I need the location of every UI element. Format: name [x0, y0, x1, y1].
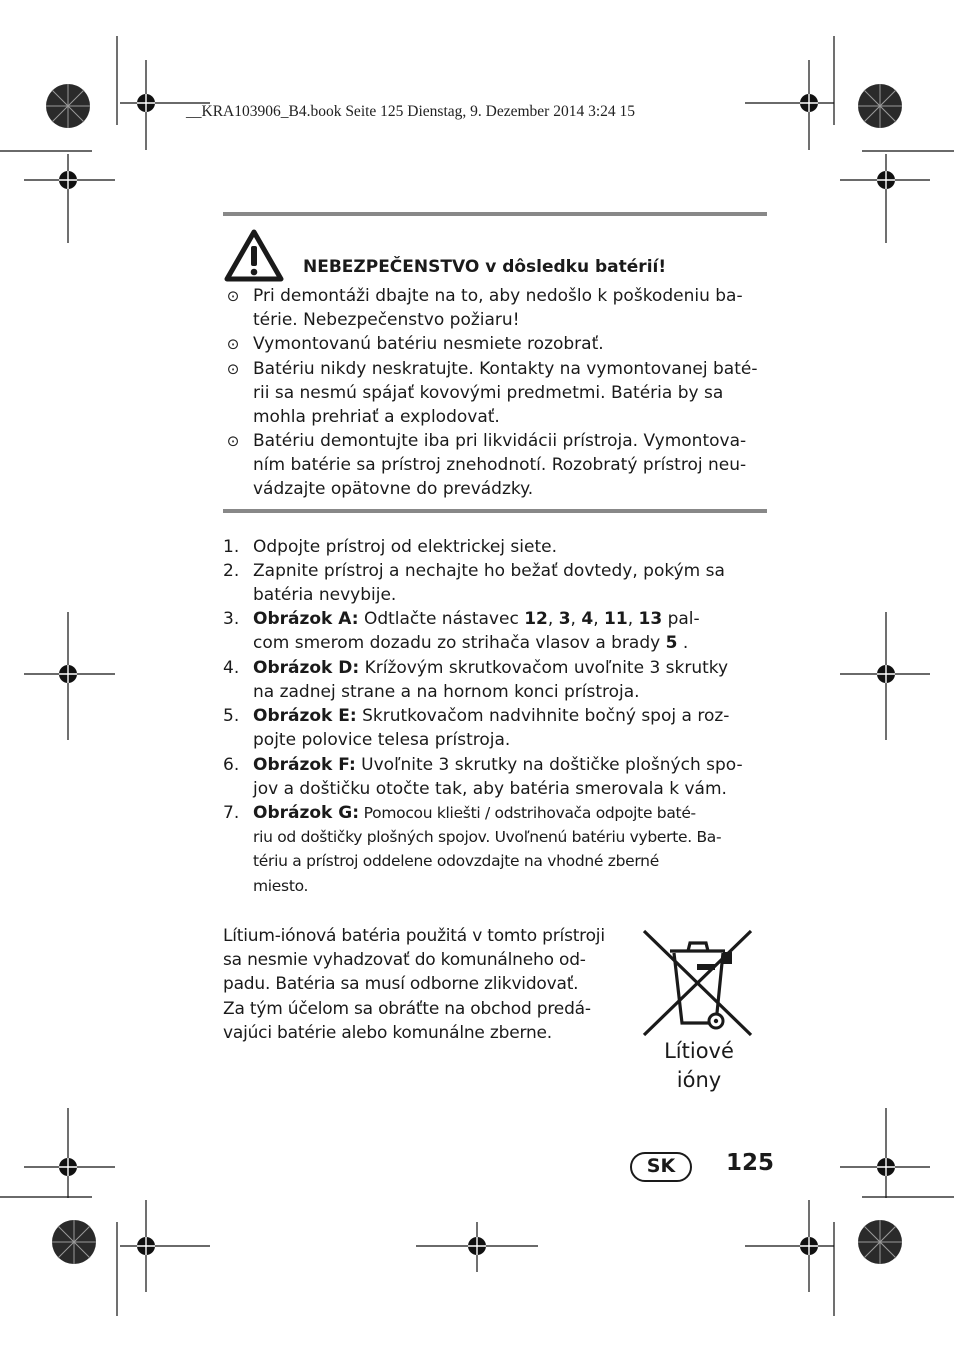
- warning-title: NEBEZPEČENSTVO v dôsledku batérií!: [303, 257, 667, 277]
- step-number: 3.: [223, 609, 240, 629]
- battery-type-label-line2: ióny: [676, 1068, 722, 1092]
- step-line: [253, 801, 721, 825]
- bullet-line: Pri demontáži dbajte na to, aby nedošlo k poškodeniu ba-: [253, 286, 743, 306]
- bullet-line: vádzajte opätovne do prevádzky.: [253, 479, 534, 500]
- figure-reference: Obrázok D:: [253, 658, 360, 678]
- part-number: 13: [638, 609, 663, 629]
- step-line-text: miesto.: [253, 876, 309, 895]
- step-line-text: pojte polovice telesa prístroja.: [253, 730, 511, 751]
- step-number: 4.: [223, 658, 240, 678]
- warning-triangle-icon: [224, 229, 284, 282]
- part-number: 11: [604, 609, 628, 629]
- bullet-line: ním batérie sa prístroj znehodnotí. Rozobratý prístroj neu-: [253, 455, 747, 476]
- step-line: [253, 777, 743, 801]
- bullet-line: mohla prehriať a explodovať.: [253, 407, 500, 428]
- step-line-text: Odtlačte nástavec: [358, 609, 525, 629]
- step-line-text: .: [677, 633, 689, 654]
- bullet-line: Batériu demontujte iba pri likvidácii prístroja. Vymontova-: [253, 431, 747, 451]
- warning-top-rule: [223, 212, 767, 216]
- step-number: 2.: [223, 561, 240, 581]
- separator: ,: [570, 609, 582, 629]
- step-text: [253, 656, 728, 704]
- figure-reference: Obrázok G:: [253, 803, 360, 823]
- separator: ,: [547, 609, 559, 629]
- step-text: [253, 559, 725, 607]
- step-line-text: com smerom dozadu zo strihača vlasov a brady: [253, 633, 666, 654]
- step-line: Odpojte prístroj od elektrickej siete.: [253, 537, 557, 557]
- step-line: [253, 607, 700, 631]
- bullet-line: rii sa nesmú spájať kovovými predmetmi. Batéria by sa: [253, 383, 724, 404]
- step-line: [253, 849, 721, 873]
- step-line: [253, 680, 728, 704]
- step-line-text: Krížovým skrutkovačom uvoľnite 3 skrutky: [359, 658, 729, 678]
- bullet-line: térie. Nebezpečenstvo požiaru!: [253, 310, 520, 331]
- crossed-out-wheelie-bin-icon: [640, 927, 755, 1037]
- language-badge: SK: [630, 1152, 692, 1182]
- step-line: [253, 656, 728, 680]
- figure-reference: Obrázok F:: [253, 755, 356, 775]
- step-line: [253, 753, 743, 777]
- disposal-line: Za tým účelom sa obráťte na obchod predá-: [223, 998, 591, 1019]
- bullet-line: Vymontovanú batériu nesmiete rozobrať.: [253, 334, 604, 354]
- bullet-text: [253, 284, 743, 332]
- part-number: 5: [665, 633, 678, 654]
- step-line: [253, 728, 729, 752]
- print-file-header: __KRA103906_B4.book Seite 125 Dienstag, 9. Dezember 2014 3:24 15: [186, 103, 636, 120]
- step-line-text: pal-: [662, 609, 700, 629]
- separator: ,: [627, 609, 639, 629]
- bullet-text: [253, 357, 758, 430]
- bullet-icon: ⊙: [226, 335, 240, 353]
- step-line: [253, 825, 721, 849]
- step-number: 5.: [223, 706, 240, 726]
- step-text: [253, 704, 729, 752]
- step-text: [253, 801, 721, 898]
- step-line: [253, 704, 729, 728]
- disposal-note: [223, 924, 605, 1045]
- step-number: 1.: [223, 537, 240, 557]
- part-number: 12: [524, 609, 548, 629]
- bullet-text: [253, 429, 746, 502]
- step-line-text: na zadnej strane a na hornom konci prístroja.: [253, 682, 640, 703]
- step-line-text: Skrutkovačom nadvihnite bočný spoj a roz-: [356, 706, 730, 726]
- step-line-text: jov a doštičku otočte tak, aby batéria smerovala k vám.: [253, 779, 727, 800]
- part-number: 4: [581, 609, 594, 629]
- step-text: [253, 607, 700, 655]
- step-text: [253, 535, 557, 559]
- part-number: 3: [558, 609, 571, 629]
- bullet-icon: ⊙: [226, 360, 240, 378]
- bullet-icon: ⊙: [226, 287, 240, 305]
- page-number: 125: [726, 1150, 775, 1176]
- step-text: [253, 753, 743, 801]
- figure-reference: Obrázok E:: [253, 706, 357, 726]
- battery-type-label-line1: Lítiové: [664, 1039, 734, 1063]
- step-line-text: Pomocou kliešti / odstrihovača odpojte baté-: [359, 804, 696, 822]
- figure-reference: Obrázok A:: [253, 609, 359, 629]
- step-line: Zapnite prístroj a nechajte ho bežať dovtedy, pokým sa: [253, 561, 725, 581]
- step-line-text: tériu a prístroj oddelene odovzdajte na vhodné zberné: [253, 852, 659, 871]
- step-line: [253, 874, 721, 898]
- disposal-line: vajúci batérie alebo komunálne zberne.: [223, 1022, 552, 1043]
- step-number: 6.: [223, 755, 240, 775]
- bullet-icon: ⊙: [226, 432, 240, 450]
- step-line: [253, 631, 700, 655]
- battery-type-label: [640, 1037, 758, 1095]
- warning-bottom-rule: [223, 509, 767, 513]
- step-line: batéria nevybije.: [253, 585, 397, 606]
- disposal-line: Lítium-iónová batéria použitá v tomto prístroji: [223, 926, 605, 946]
- step-line-text: riu od doštičky plošných spojov. Uvoľnenú batériu vyberte. Ba-: [253, 828, 722, 847]
- disposal-line: sa nesmie vyhadzovať do komunálneho od-: [223, 950, 586, 971]
- step-line-text: Uvoľnite 3 skrutky na doštičke plošných spo-: [355, 755, 743, 775]
- bullet-text: [253, 332, 604, 356]
- separator: ,: [593, 609, 605, 629]
- bullet-line: Batériu nikdy neskratujte. Kontakty na vymontovanej baté-: [253, 359, 758, 379]
- disposal-line: padu. Batéria sa musí odborne zlikvidovať.: [223, 974, 579, 995]
- step-number: 7.: [223, 803, 240, 823]
